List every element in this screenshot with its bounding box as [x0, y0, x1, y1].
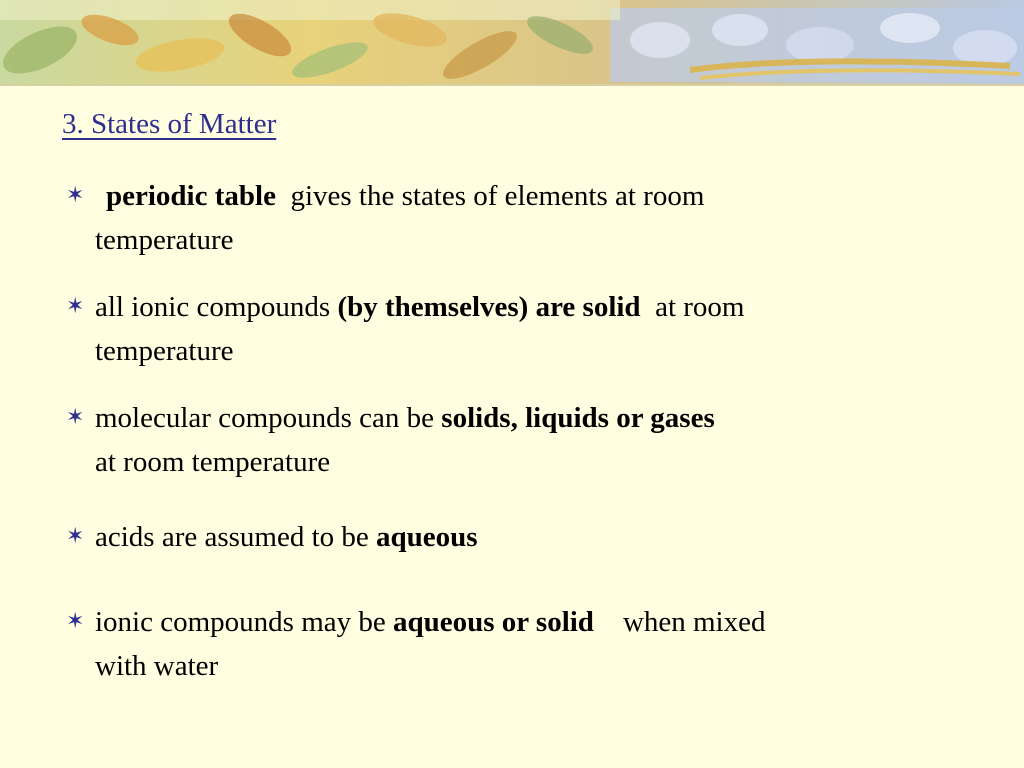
bullet-text: temperature — [95, 335, 234, 367]
star-bullet-icon: ✶ — [66, 294, 85, 319]
bullet-line — [95, 329, 233, 373]
bullet-text-bold: solids, liquids or gases — [441, 402, 715, 434]
bullet-line — [95, 515, 478, 559]
bullet-line — [95, 644, 218, 688]
bullet-text-bold: (by themselves) are solid — [337, 291, 641, 323]
bullet-line — [95, 285, 744, 329]
bullet-line — [95, 600, 766, 644]
star-bullet-icon: ✶ — [66, 609, 85, 634]
slide-title: 3. States of Matter — [62, 108, 277, 140]
bullet-line — [95, 440, 330, 484]
bullet-text: gives the states of elements at room — [290, 180, 705, 212]
bullet-text-bold: aqueous — [376, 521, 478, 553]
bullet-text: when mixed — [622, 606, 766, 638]
bullet-text: all ionic compounds — [95, 291, 331, 323]
bullet-text: temperature — [95, 224, 234, 256]
bullet-text: ionic compounds may be — [95, 606, 386, 638]
decorative-header-banner — [0, 0, 1024, 86]
bullet-text: acids are assumed to be — [95, 521, 369, 553]
bullet-text: at room temperature — [95, 446, 331, 478]
bullet-text-bold: periodic table — [106, 180, 276, 212]
star-bullet-icon: ✶ — [66, 524, 85, 549]
bullet-line — [95, 218, 233, 262]
star-bullet-icon: ✶ — [66, 183, 85, 208]
leaf-banner-image — [0, 0, 1024, 86]
bullet-line — [95, 396, 715, 440]
bullet-text: molecular compounds can be — [95, 402, 435, 434]
bullet-line — [106, 174, 704, 218]
bullet-text: at room — [655, 291, 745, 323]
bullet-text-bold: aqueous or solid — [393, 606, 594, 638]
star-bullet-icon: ✶ — [66, 405, 85, 430]
bullet-text: with water — [95, 650, 219, 682]
